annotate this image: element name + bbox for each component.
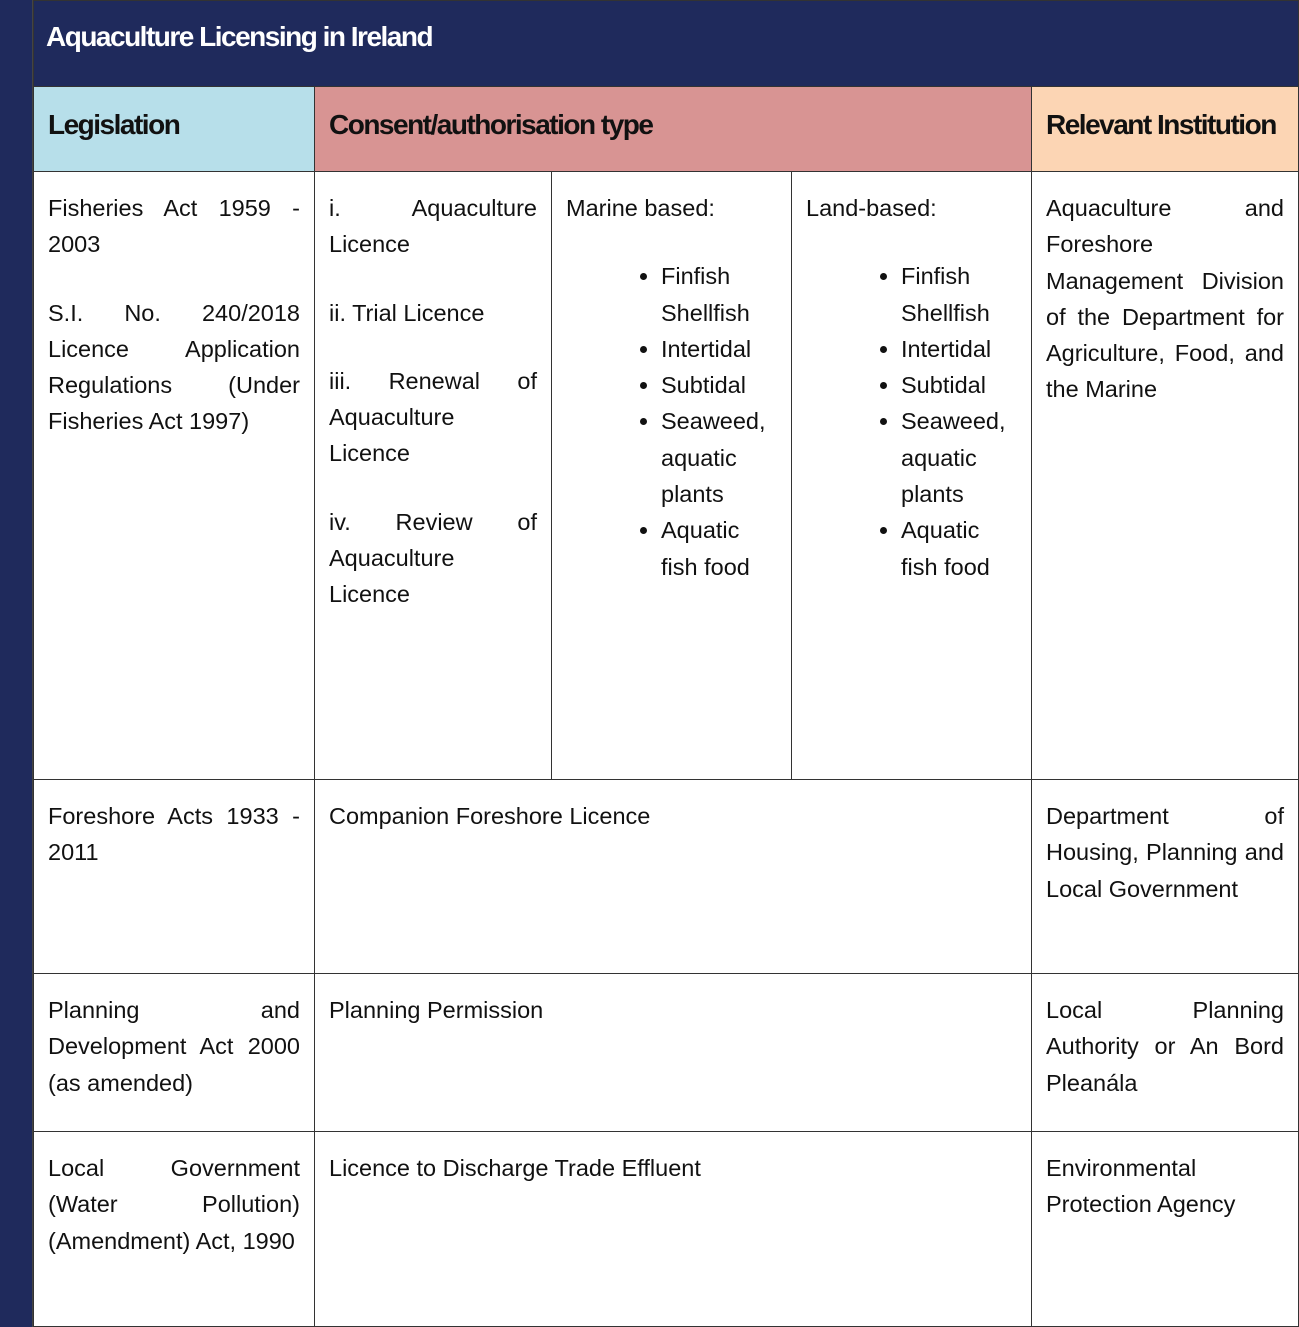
list-item: • Finfish Shellfish — [901, 258, 1017, 331]
row1-land — [791, 171, 1032, 780]
list-item: • Finfish Shellfish — [661, 258, 777, 331]
header-institution: Relevant Institution — [1031, 86, 1299, 172]
row1-licence-types — [314, 171, 552, 780]
list-item: • Aquatic fish food — [661, 512, 777, 585]
row1-marine — [551, 171, 792, 780]
row1-legislation — [33, 171, 315, 780]
marine-label: Marine based: — [566, 195, 715, 221]
licence-item: ii. Trial Licence — [329, 299, 485, 326]
row4-institution: Environmental Protection Agency — [1031, 1131, 1299, 1327]
table-title: Aquaculture Licensing in Ireland — [33, 0, 1299, 87]
row3-institution: Local Planning Authority or An Bord Pleanála — [1031, 973, 1299, 1132]
list-item: • Seaweed, aquatic plants — [661, 403, 777, 512]
legislation-item: Fisheries Act 1959 - 2003 — [48, 195, 300, 258]
land-label: Land-based: — [806, 195, 937, 221]
list-item: • Seaweed, aquatic plants — [901, 403, 1017, 512]
row2-institution: Department of Housing, Planning and Local Government — [1031, 779, 1299, 974]
row2-consent: Companion Foreshore Licence — [314, 779, 1032, 974]
row3-legislation: Planning and Development Act 2000 (as amended) — [33, 973, 315, 1132]
list-item: • Intertidal — [901, 331, 1017, 367]
list-item: • Subtidal — [661, 367, 777, 403]
legislation-item: S.I. No. 240/2018 Licence Application Regulations (Under Fisheries Act 1997) — [48, 299, 300, 435]
licence-item: iii. Renewal of Aquaculture Licence — [329, 367, 537, 467]
row4-consent: Licence to Discharge Trade Effluent — [314, 1131, 1032, 1327]
list-item: • Intertidal — [661, 331, 777, 367]
licence-item: iv. Review of Aquaculture Licence — [329, 508, 537, 608]
row4-legislation: Local Government (Water Pollution) (Amendment) Act, 1990 — [33, 1131, 315, 1327]
row1-institution: Aquaculture and Foreshore Management Division of the Department for Agriculture, Food, and the Marine — [1031, 171, 1299, 780]
licence-item: i. Aquaculture Licence — [329, 195, 537, 258]
left-margin-strip — [0, 0, 33, 1327]
row2-legislation: Foreshore Acts 1933 - 2011 — [33, 779, 315, 974]
list-item: • Aquatic fish food — [901, 512, 1017, 585]
header-consent: Consent/authorisation type — [314, 86, 1032, 172]
row3-consent: Planning Permission — [314, 973, 1032, 1132]
list-item: • Subtidal — [901, 367, 1017, 403]
header-legislation: Legislation — [33, 86, 315, 172]
